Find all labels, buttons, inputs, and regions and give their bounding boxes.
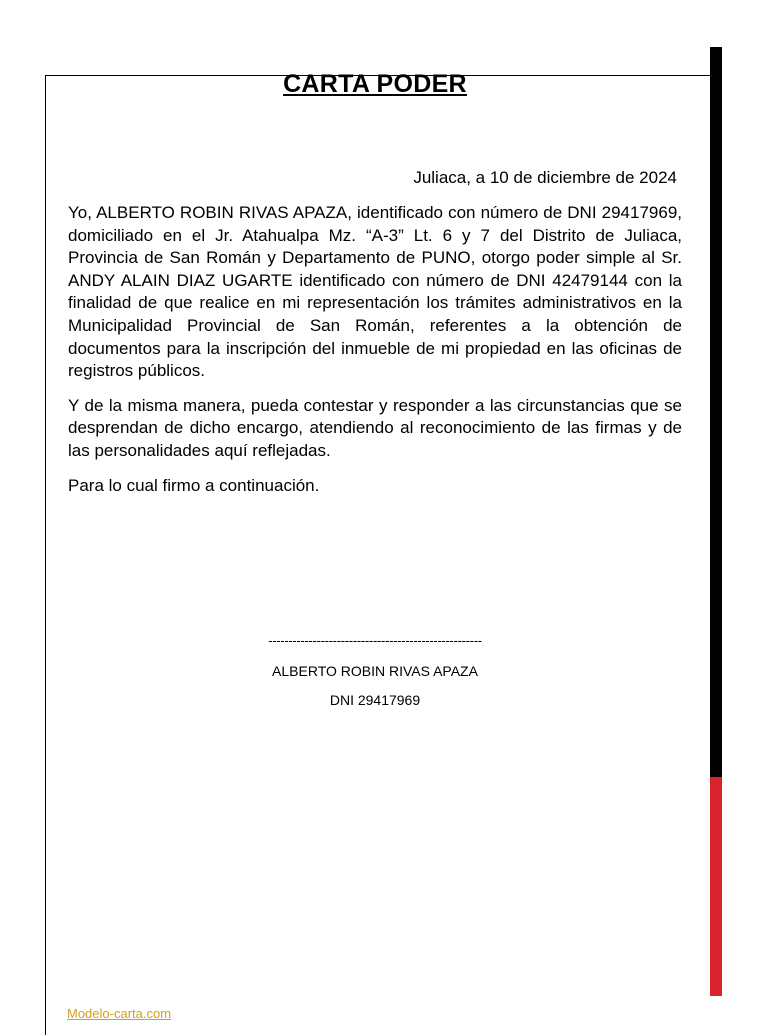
signer-name: ALBERTO ROBIN RIVAS APAZA — [272, 663, 478, 679]
side-accent-bar-red — [710, 777, 722, 996]
signer-dni: DNI 29417969 — [329, 692, 421, 708]
signature-block — [0, 632, 750, 709]
signature-line: ----------------------------------------------------- — [268, 633, 482, 648]
letter-body — [68, 202, 682, 509]
paragraph-closing: Para lo cual firmo a continuación. — [68, 475, 320, 495]
paragraph-respond: Y de la misma manera, pueda contestar y responder a las circunstancias que se desprendan de dicho encargo, atendiendo al reconocimiento de las firmas y de las personalidades aquí reflejadas. — [68, 395, 682, 460]
date-line: Juliaca, a 10 de diciembre de 2024 — [413, 168, 677, 187]
document-title: CARTA PODER — [283, 70, 467, 98]
paragraph-grant-power: Yo, ALBERTO ROBIN RIVAS APAZA, identificado con número de DNI 29417969, domiciliado en el Jr. Atahualpa Mz. “A-3” Lt. 6 y 7 del Distrito de Juliaca, Provincia de San Román y Departamento de PUNO, otorgo poder simple al Sr. ANDY ALAIN DIAZ UGARTE identificado con número de DNI 42479144 con la finalidad de que realice en mi representación los trámites administrativos en la Municipalidad Provincial de San Román, referentes a la obtención de documentos para la inscripción del inmueble de mi propiedad en las oficinas de registros públicos. — [68, 203, 682, 381]
footer-source-link[interactable]: Modelo-carta.com — [67, 1006, 172, 1021]
